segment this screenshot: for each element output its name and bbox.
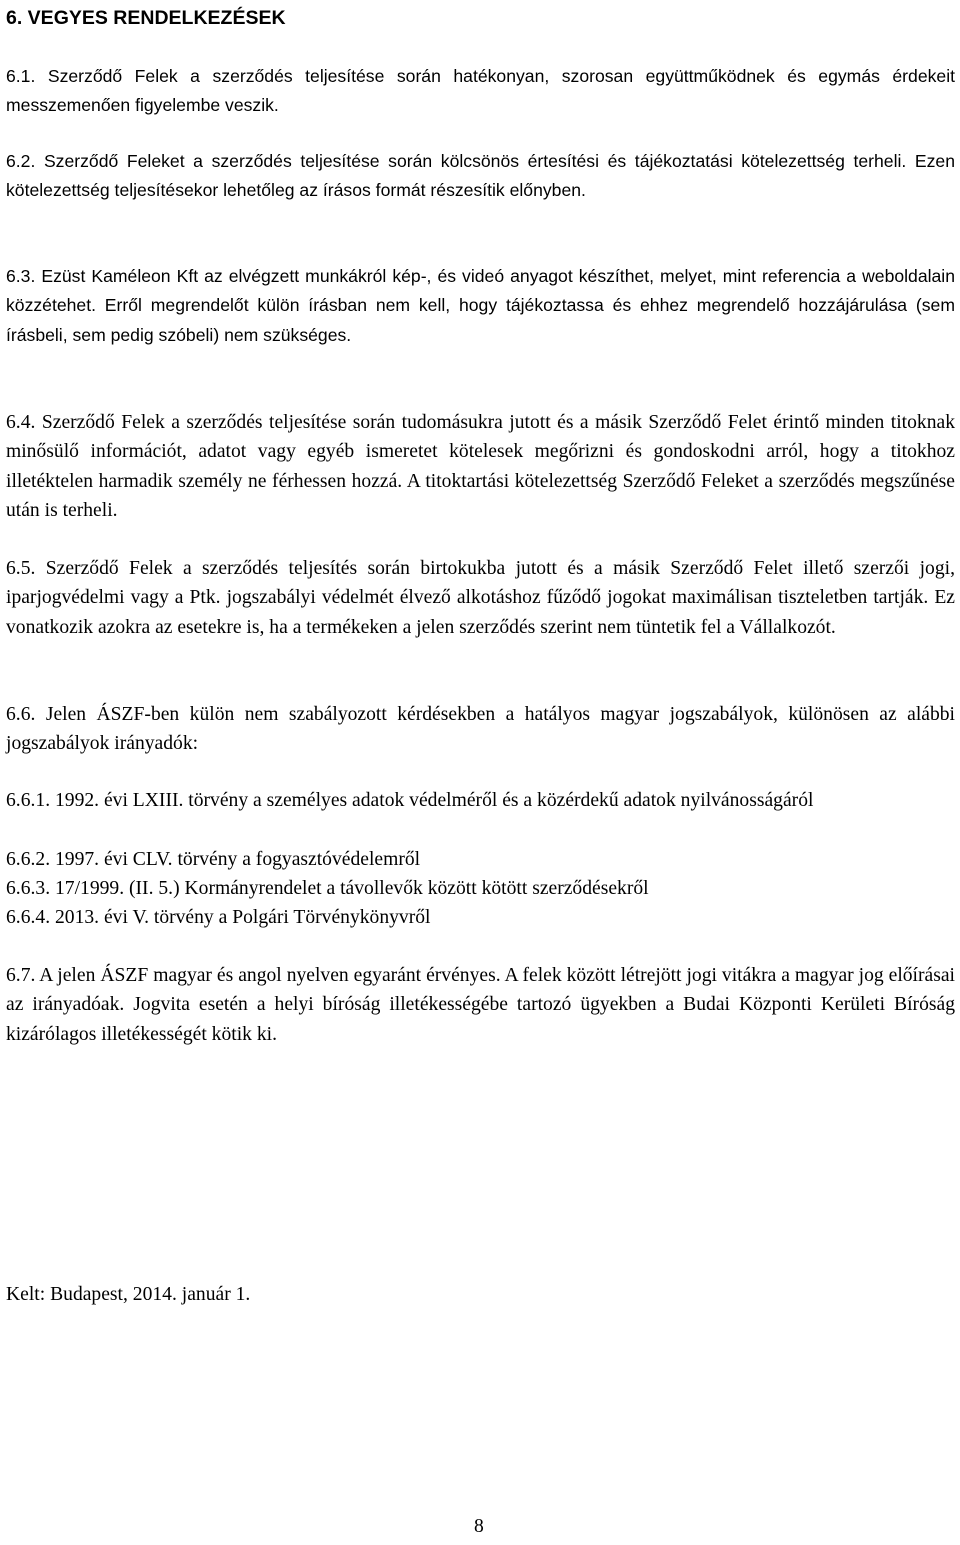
signature-place-date: Kelt: Budapest, 2014. január 1. [6, 1284, 251, 1305]
list-item-6-6-4: 6.6.4. 2013. évi V. törvény a Polgári Törvénykönyvről [6, 907, 431, 928]
paragraph-6-4: 6.4. Szerződő Felek a szerződés teljesítése során tudomásukra jutott és a másik Szerződő Felet érintő minden titoknak minősülő információt, adatot vagy egyéb ismeretet kötelesek megőrizni és gondoskodni arról, hogy a titokhoz illetéktelen harmadik személy ne férhessen hozzá. A titoktartási kötelezettség Szerződő Feleket a szerződés megszűnése után is terheli. [6, 412, 955, 522]
paragraph-6-2: 6.2. Szerződő Feleket a szerződés teljesítése során kölcsönös értesítési és tájékoztatási kötelezettség terheli. Ezen kötelezettség teljesítésekor lehetőleg az írásos formát részesítik előnyben. [6, 151, 955, 201]
paragraph-6-6: 6.6. Jelen ÁSZF-ben külön nem szabályozott kérdésekben a hatályos magyar jogszabályok, különösen az alábbi jogszabályok irányadók: [6, 704, 955, 755]
paragraph-6-1: 6.1. Szerződő Felek a szerződés teljesítése során hatékonyan, szorosan együttműködnek és egymás érdekeit messzemenően figyelembe veszik. [6, 66, 955, 116]
paragraph-6-5: 6.5. Szerződő Felek a szerződés teljesítés során birtokukba jutott és a másik Szerződő Felet illető szerzői jogi, iparjogvédelmi vagy a Ptk. jogszabályi védelmét élvező alkotáshoz fűződő jogokat maximálisan tiszteletben tartják. Ez vonatkozik azokra az esetekre is, ha a termékeken a jelen szerződés szerint nem tüntetik fel a Vállalkozót. [6, 558, 955, 638]
section-title: 6. VEGYES RENDELKEZÉSEK [6, 7, 286, 29]
paragraph-6-3: 6.3. Ezüst Kaméleon Kft az elvégzett munkákról kép-, és videó anyagot készíthet, melyet, mint referencia a weboldalain közzétehet. Erről megrendelőt külön írásban nem kell, hogy tájékoztassa és ehhez megrendelő hozzájárulása (sem írásbeli, sem pedig szóbeli) nem szükséges. [6, 266, 955, 345]
paragraph-6-6-1: 6.6.1. 1992. évi LXIII. törvény a személyes adatok védelméről és a közérdekű adatok nyilvánosságáról [6, 790, 814, 811]
list-item-6-6-3: 6.6.3. 17/1999. (II. 5.) Kormányrendelet a távollevők között kötött szerződésekről [6, 878, 649, 899]
page-number: 8 [474, 1516, 484, 1537]
paragraph-6-7: 6.7. A jelen ÁSZF magyar és angol nyelven egyaránt érvényes. A felek között létrejött jogi vitákra a magyar jog előírásai az irányadóak. Jogvita esetén a helyi bíróság illetékességébe tartozó ügyekben a Budai Központi Kerületi Bíróság kizárólagos illetékességét kötik ki. [6, 965, 955, 1045]
list-item-6-6-2: 6.6.2. 1997. évi CLV. törvény a fogyasztóvédelemről [6, 849, 421, 870]
